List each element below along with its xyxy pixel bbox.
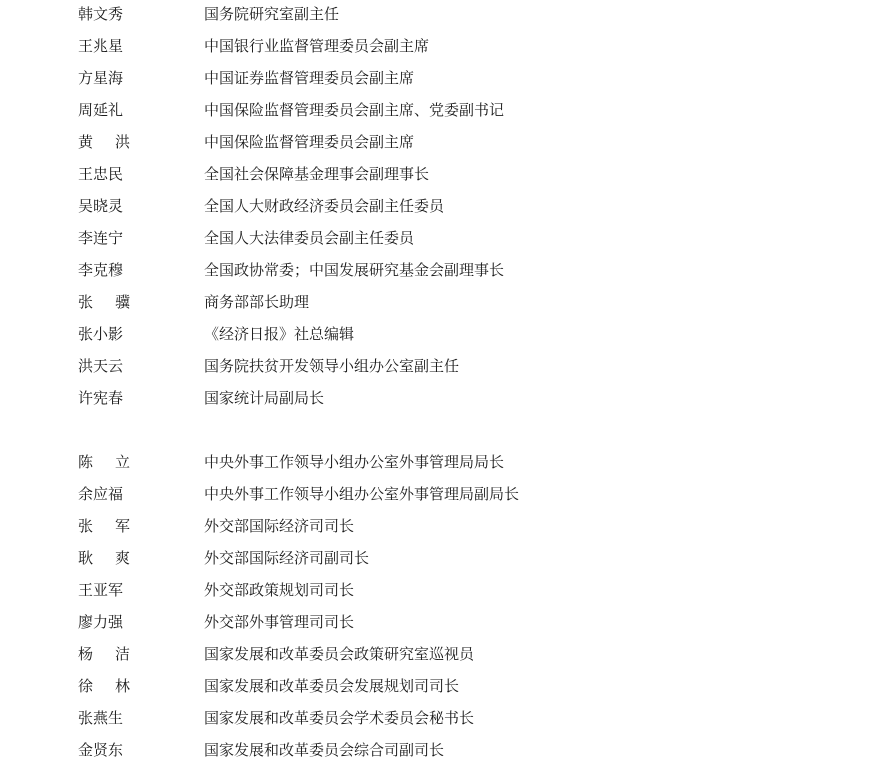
person-name: 周延礼 <box>78 101 124 119</box>
person-title: 国家发展和改革委员会学术委员会秘书长 <box>204 709 475 727</box>
list-item <box>0 672 887 704</box>
list-item <box>0 704 887 736</box>
person-title: 中国保险监督管理委员会副主席、党委副书记 <box>204 101 505 119</box>
personnel-group-2 <box>0 448 887 768</box>
person-title: 中央外事工作领导小组办公室外事管理局副局长 <box>204 485 520 503</box>
person-title: 全国政协常委；中国发展研究基金会副理事长 <box>204 261 505 279</box>
list-item <box>0 288 887 320</box>
person-title: 外交部外事管理司司长 <box>204 613 355 631</box>
person-name: 王兆星 <box>78 37 124 55</box>
list-item <box>0 96 887 128</box>
list-item <box>0 608 887 640</box>
person-name: 许宪春 <box>78 389 124 407</box>
list-item <box>0 640 887 672</box>
list-item <box>0 32 887 64</box>
list-item <box>0 576 887 608</box>
person-name: 金贤东 <box>78 741 124 759</box>
person-title: 外交部国际经济司副司长 <box>204 549 370 567</box>
list-item <box>0 128 887 160</box>
person-title: 国务院研究室副主任 <box>204 5 340 23</box>
list-item <box>0 352 887 384</box>
list-item <box>0 160 887 192</box>
person-name: 陈 立 <box>78 453 130 471</box>
person-name: 杨 洁 <box>78 645 130 663</box>
person-title: 中国银行业监督管理委员会副主席 <box>204 37 430 55</box>
list-item <box>0 224 887 256</box>
person-title: 国家统计局副局长 <box>204 389 325 407</box>
person-name: 张 骥 <box>78 293 130 311</box>
person-title: 国务院扶贫开发领导小组办公室副主任 <box>204 357 460 375</box>
person-name: 耿 爽 <box>78 549 130 567</box>
list-item <box>0 320 887 352</box>
person-name: 黄 洪 <box>78 133 130 151</box>
person-name: 方星海 <box>78 69 124 87</box>
list-item <box>0 192 887 224</box>
person-name: 张燕生 <box>78 709 124 727</box>
person-title: 商务部部长助理 <box>204 293 310 311</box>
person-title: 全国社会保障基金理事会副理事长 <box>204 165 430 183</box>
list-item <box>0 448 887 480</box>
list-item <box>0 480 887 512</box>
person-name: 韩文秀 <box>78 5 124 23</box>
person-title: 全国人大财政经济委员会副主任委员 <box>204 197 445 215</box>
person-name: 李克穆 <box>78 261 124 279</box>
person-name: 洪天云 <box>78 357 124 375</box>
person-name: 徐 林 <box>78 677 130 695</box>
person-name: 廖力强 <box>78 613 124 631</box>
list-item <box>0 512 887 544</box>
person-name: 李连宁 <box>78 229 124 247</box>
person-title: 外交部政策规划司司长 <box>204 581 355 599</box>
person-title: 国家发展和改革委员会政策研究室巡视员 <box>204 645 475 663</box>
person-name: 张 军 <box>78 517 130 535</box>
person-title: 中国保险监督管理委员会副主席 <box>204 133 415 151</box>
person-title: 国家发展和改革委员会综合司副司长 <box>204 741 445 759</box>
person-title: 全国人大法律委员会副主任委员 <box>204 229 415 247</box>
list-item <box>0 256 887 288</box>
person-title: 中国证券监督管理委员会副主席 <box>204 69 415 87</box>
person-title: 外交部国际经济司司长 <box>204 517 355 535</box>
person-name: 余应福 <box>78 485 124 503</box>
person-name: 张小影 <box>78 325 124 343</box>
person-title: 《经济日报》社总编辑 <box>204 325 355 343</box>
person-name: 王忠民 <box>78 165 124 183</box>
list-item <box>0 736 887 768</box>
list-item <box>0 384 887 416</box>
list-item <box>0 544 887 576</box>
list-item <box>0 64 887 96</box>
person-title: 中央外事工作领导小组办公室外事管理局局长 <box>204 453 505 471</box>
person-name: 王亚军 <box>78 581 124 599</box>
person-name: 吴晓灵 <box>78 197 124 215</box>
list-item <box>0 0 887 32</box>
person-title: 国家发展和改革委员会发展规划司司长 <box>204 677 460 695</box>
